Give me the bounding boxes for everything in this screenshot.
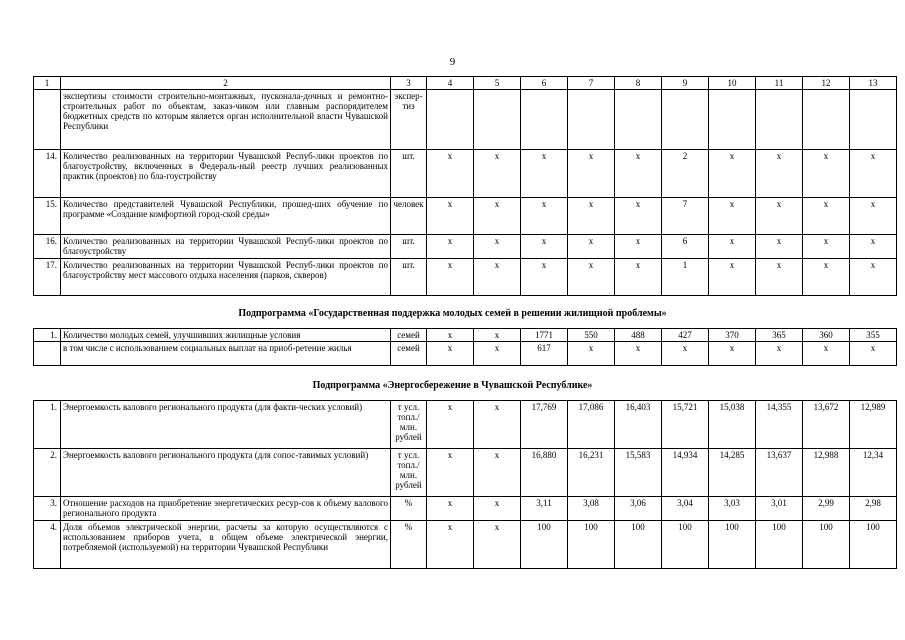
indicator-value — [568, 90, 615, 150]
indicator-value: х — [709, 150, 756, 198]
indicator-value: х — [427, 259, 474, 296]
unit-of-measure: семей — [391, 329, 427, 342]
indicator-value: х — [756, 150, 803, 198]
indicator-value: х — [427, 235, 474, 259]
unit-of-measure: т усл. топл./ млн. рублей — [391, 401, 427, 449]
row-number: 2. — [34, 449, 61, 497]
indicator-value: 16,880 — [521, 449, 568, 497]
indicator-value: х — [850, 235, 897, 259]
indicator-value: 2 — [662, 150, 709, 198]
indicator-value: 3,03 — [709, 497, 756, 521]
indicator-value: х — [427, 150, 474, 198]
row-number: 1. — [34, 401, 61, 449]
table-row — [34, 329, 897, 342]
table-row — [34, 198, 897, 235]
indicator-value: 13,672 — [803, 401, 850, 449]
indicator-value: х — [615, 150, 662, 198]
indicator-value: х — [474, 259, 521, 296]
indicator-name: Количество реализованных на территории Чувашской Респуб-лики проектов по благоустройству, включенных в Федераль-ный реестр лучших реализованных практик (проектов) по бла-гоустройству — [61, 150, 391, 198]
row-number: 1. — [34, 329, 61, 342]
row-number — [34, 90, 61, 150]
row-number: 17. — [34, 259, 61, 296]
indicator-value: 17,086 — [568, 401, 615, 449]
row-number: 4. — [34, 521, 61, 569]
table-row — [34, 150, 897, 198]
indicator-value: х — [474, 198, 521, 235]
indicator-value — [615, 90, 662, 150]
unit-of-measure: семей — [391, 342, 427, 366]
column-number-header: 7 — [568, 77, 615, 90]
row-number: 15. — [34, 198, 61, 235]
column-number-header: 10 — [709, 77, 756, 90]
table-row — [34, 235, 897, 259]
indicator-name: экспертизы стоимости строительно-монтажных, пусконала-дочных и ремонтно-строительных работ по объектам, заказ-чиком или главным распорядителем бюджетных средств по которым является орган исполнительной власти Чувашской Республики — [61, 90, 391, 150]
indicator-value — [850, 90, 897, 150]
indicator-value: 550 — [568, 329, 615, 342]
indicator-value: 370 — [709, 329, 756, 342]
indicator-value: х — [521, 150, 568, 198]
indicators-table-2 — [33, 328, 897, 366]
indicator-value: х — [709, 198, 756, 235]
indicator-value: 100 — [756, 521, 803, 569]
unit-of-measure: шт. — [391, 150, 427, 198]
indicator-value: 16,403 — [615, 401, 662, 449]
subprogram-title-energy-saving: Подпрограмма «Энергосбережение в Чувашской Республике» — [312, 380, 593, 391]
indicator-value: х — [427, 449, 474, 497]
indicator-value: х — [803, 150, 850, 198]
indicator-value: х — [474, 150, 521, 198]
indicator-value: х — [850, 198, 897, 235]
indicator-value: 17,769 — [521, 401, 568, 449]
indicator-value: 12,34 — [850, 449, 897, 497]
indicator-value: 360 — [803, 329, 850, 342]
indicator-value — [427, 90, 474, 150]
table-row — [34, 449, 897, 497]
subprogram-title-young-families: Подпрограмма «Государственная поддержка молодых семей в решении жилищной проблемы» — [238, 308, 667, 319]
column-number-header: 5 — [474, 77, 521, 90]
indicator-value: х — [615, 235, 662, 259]
indicator-value: х — [803, 342, 850, 366]
indicator-value: 6 — [662, 235, 709, 259]
indicator-name: в том числе с использованием социальных выплат на приоб-ретение жилья — [61, 342, 391, 366]
indicator-value: 100 — [521, 521, 568, 569]
indicator-value — [756, 90, 803, 150]
indicator-value: 15,583 — [615, 449, 662, 497]
column-number-header: 3 — [391, 77, 427, 90]
indicator-value: 2,98 — [850, 497, 897, 521]
indicator-value: х — [427, 497, 474, 521]
indicator-value: 16,231 — [568, 449, 615, 497]
indicator-value: х — [803, 198, 850, 235]
table-row — [34, 401, 897, 449]
indicator-value: х — [568, 198, 615, 235]
indicator-value: 1771 — [521, 329, 568, 342]
row-number: 14. — [34, 150, 61, 198]
indicator-value: х — [474, 449, 521, 497]
indicator-value: 100 — [709, 521, 756, 569]
indicator-value: 3,06 — [615, 497, 662, 521]
column-number-header: 9 — [662, 77, 709, 90]
indicator-value: 100 — [615, 521, 662, 569]
indicator-value: 15,038 — [709, 401, 756, 449]
indicator-value: х — [568, 342, 615, 366]
indicator-value: 12,989 — [850, 401, 897, 449]
indicator-value: х — [756, 259, 803, 296]
indicator-value: х — [427, 198, 474, 235]
row-number: 16. — [34, 235, 61, 259]
indicator-value: х — [474, 521, 521, 569]
indicator-value: х — [615, 198, 662, 235]
row-number — [34, 342, 61, 366]
indicator-value: 14,355 — [756, 401, 803, 449]
table-header-row — [34, 77, 897, 90]
indicator-value: х — [427, 401, 474, 449]
indicator-value: х — [756, 198, 803, 235]
indicator-name: Энергоемкость валового регионального продукта (для сопос-тавимых условий) — [61, 449, 391, 497]
indicator-value: 7 — [662, 198, 709, 235]
indicator-value: 355 — [850, 329, 897, 342]
indicator-value: х — [756, 235, 803, 259]
column-number-header: 11 — [756, 77, 803, 90]
indicator-value: х — [568, 259, 615, 296]
indicator-value: х — [803, 259, 850, 296]
unit-of-measure: % — [391, 521, 427, 569]
indicator-value: 427 — [662, 329, 709, 342]
column-number-header: 12 — [803, 77, 850, 90]
indicators-table-1 — [33, 76, 897, 296]
indicator-name: Количество молодых семей, улучшивших жилищные условия — [61, 329, 391, 342]
indicator-value: 15,721 — [662, 401, 709, 449]
unit-of-measure: т усл. топл./ млн. рублей — [391, 449, 427, 497]
indicator-name: Количество представителей Чувашской Республики, прошед-ших обучение по программе «Создание комфортной город-ской среды» — [61, 198, 391, 235]
indicator-value: х — [474, 329, 521, 342]
unit-of-measure: человек — [391, 198, 427, 235]
unit-of-measure: шт. — [391, 259, 427, 296]
indicator-value: х — [709, 235, 756, 259]
indicator-value: х — [474, 497, 521, 521]
indicator-value — [803, 90, 850, 150]
indicator-value: 617 — [521, 342, 568, 366]
indicator-value: х — [474, 401, 521, 449]
indicator-value: х — [521, 198, 568, 235]
indicator-value: 3,08 — [568, 497, 615, 521]
indicator-name: Отношение расходов на приобретение энергетических ресур-сов к объему валового регионального продукта — [61, 497, 391, 521]
indicator-value: х — [474, 235, 521, 259]
column-number-header: 2 — [61, 77, 391, 90]
indicator-value: 100 — [850, 521, 897, 569]
indicator-value: х — [521, 235, 568, 259]
indicator-value: х — [568, 150, 615, 198]
indicator-value: х — [850, 150, 897, 198]
indicator-value: 1 — [662, 259, 709, 296]
indicator-value: х — [615, 342, 662, 366]
indicator-name: Количество реализованных на территории Чувашской Респуб-лики проектов по благоустройству мест массового отдыха населения (парков, скверов) — [61, 259, 391, 296]
indicator-value — [709, 90, 756, 150]
indicator-value: 100 — [662, 521, 709, 569]
indicator-value: х — [521, 259, 568, 296]
indicator-value: 100 — [568, 521, 615, 569]
indicator-value: х — [756, 342, 803, 366]
column-number-header: 8 — [615, 77, 662, 90]
indicator-value: 488 — [615, 329, 662, 342]
indicator-value — [521, 90, 568, 150]
unit-of-measure: шт. — [391, 235, 427, 259]
indicator-value: х — [662, 342, 709, 366]
indicator-value: 3,04 — [662, 497, 709, 521]
indicator-value: х — [615, 259, 662, 296]
indicator-value: х — [709, 342, 756, 366]
indicator-value: 13,637 — [756, 449, 803, 497]
indicator-value: 14,934 — [662, 449, 709, 497]
indicator-value — [474, 90, 521, 150]
column-number-header: 4 — [427, 77, 474, 90]
indicator-name: Доля объемов электрической энергии, расчеты за которую осуществляются с использованием приборов учета, в общем объеме электрической энергии, потребляемой (используемой) на территории Чувашской Республики — [61, 521, 391, 569]
unit-of-measure: экспер-тиз — [391, 90, 427, 150]
indicator-name: Энергоемкость валового регионального продукта (для факти-ческих условий) — [61, 401, 391, 449]
indicator-value: х — [427, 521, 474, 569]
indicator-value: х — [427, 329, 474, 342]
indicator-value: х — [850, 259, 897, 296]
table-row — [34, 342, 897, 366]
row-number: 3. — [34, 497, 61, 521]
page-number: 9 — [449, 56, 456, 68]
table-row — [34, 521, 897, 569]
indicator-value: х — [474, 342, 521, 366]
unit-of-measure: % — [391, 497, 427, 521]
indicators-table-3 — [33, 400, 897, 569]
table-row — [34, 90, 897, 150]
indicator-value: 2,99 — [803, 497, 850, 521]
indicator-value: 14,285 — [709, 449, 756, 497]
indicator-value: х — [850, 342, 897, 366]
column-number-header: 1 — [34, 77, 61, 90]
indicator-value: 365 — [756, 329, 803, 342]
column-number-header: 6 — [521, 77, 568, 90]
indicator-value: 3,11 — [521, 497, 568, 521]
column-number-header: 13 — [850, 77, 897, 90]
indicator-value: 3,01 — [756, 497, 803, 521]
indicator-value: х — [709, 259, 756, 296]
indicator-value: 100 — [803, 521, 850, 569]
indicator-value: х — [568, 235, 615, 259]
table-row — [34, 259, 897, 296]
indicator-value: х — [427, 342, 474, 366]
indicator-value: х — [803, 235, 850, 259]
indicator-name: Количество реализованных на территории Чувашской Респуб-лики проектов по благоустройству — [61, 235, 391, 259]
indicator-value: 12,988 — [803, 449, 850, 497]
table-row — [34, 497, 897, 521]
indicator-value — [662, 90, 709, 150]
